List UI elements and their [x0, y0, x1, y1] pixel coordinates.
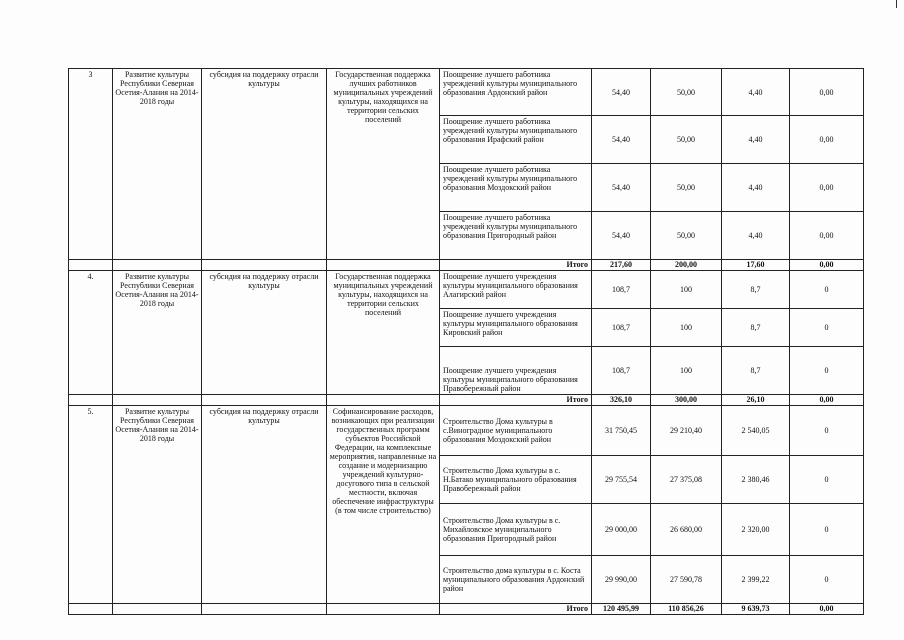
blank-cell — [327, 260, 440, 271]
table-row — [69, 271, 864, 309]
amount-total: 108,7 — [592, 309, 651, 347]
subsidy-type: субсидия на поддержку отрасли культуры — [202, 69, 327, 260]
budget-table — [68, 68, 864, 615]
amount-total: 54,40 — [592, 164, 651, 212]
amount-col3: 0,00 — [790, 164, 864, 212]
total-row — [69, 260, 864, 271]
blank-cell — [202, 604, 327, 615]
amount-col1: 29 210,40 — [651, 406, 722, 456]
total-label: Итого — [440, 260, 592, 271]
amount-col1: 100 — [651, 309, 722, 347]
amount-col1: 26 680,00 — [651, 504, 722, 556]
row-number: 3 — [69, 69, 113, 260]
amount-col2: 2 320,00 — [722, 504, 790, 556]
blank-cell — [69, 604, 113, 615]
amount-col3: 0 — [790, 504, 864, 556]
sum-col1: 300,00 — [651, 395, 722, 406]
total-row — [69, 395, 864, 406]
page-edge-mark — [896, 0, 897, 8]
measure-description: Строительство дома культуры в с. Коста муниципального образования Ардонский район — [440, 556, 592, 604]
measure-description: Строительство Дома культуры в с. Михайловское муниципального образования Пригородный район — [440, 504, 592, 556]
amount-col3: 0 — [790, 271, 864, 309]
amount-col3: 0,00 — [790, 116, 864, 164]
amount-col3: 0 — [790, 347, 864, 395]
amount-col2: 4,40 — [722, 212, 790, 260]
sum-col2: 9 639,73 — [722, 604, 790, 615]
amount-col3: 0,00 — [790, 69, 864, 116]
total-label: Итого — [440, 604, 592, 615]
sum-col1: 200,00 — [651, 260, 722, 271]
blank-cell — [202, 395, 327, 406]
amount-total: 31 750,45 — [592, 406, 651, 456]
row-number: 5. — [69, 406, 113, 604]
amount-col1: 50,00 — [651, 164, 722, 212]
blank-cell — [327, 395, 440, 406]
subsidy-type: субсидия на поддержку отрасли культуры — [202, 271, 327, 395]
amount-total: 54,40 — [592, 69, 651, 116]
amount-col3: 0 — [790, 556, 864, 604]
subsidy-purpose: Государственная поддержка муниципальных учреждений культуры, находящихся на территории сельских поселений — [327, 271, 440, 395]
amount-col2: 8,7 — [722, 309, 790, 347]
blank-cell — [202, 260, 327, 271]
measure-description: Строительство Дома культуры в с. Н.Батако муниципального образования Правобережный район — [440, 456, 592, 504]
sum-col3: 0,00 — [790, 604, 864, 615]
program-name: Развитие культуры Республики Северная Осетия-Алания на 2014-2018 годы — [113, 406, 202, 604]
program-name: Развитие культуры Республики Северная Осетия-Алания на 2014-2018 годы — [113, 69, 202, 260]
measure-description: Поощрение лучшего работника учреждений культуры муниципального образования Ирафский район — [440, 116, 592, 164]
amount-col1: 100 — [651, 271, 722, 309]
amount-col2: 2 399,22 — [722, 556, 790, 604]
amount-total: 108,7 — [592, 271, 651, 309]
amount-col2: 8,7 — [722, 347, 790, 395]
measure-description: Поощрение лучшего учреждения культуры муниципального образования Правобережный район — [440, 347, 592, 395]
blank-cell — [113, 395, 202, 406]
blank-cell — [113, 604, 202, 615]
measure-description: Поощрение лучшего работника учреждений культуры муниципального образования Пригородный район — [440, 212, 592, 260]
total-label: Итого — [440, 395, 592, 406]
table-row — [69, 69, 864, 116]
amount-col2: 4,40 — [722, 164, 790, 212]
amount-col2: 2 380,46 — [722, 456, 790, 504]
measure-description: Поощрение лучшего работника учреждений культуры муниципального образования Ардонский район — [440, 69, 592, 116]
amount-total: 108,7 — [592, 347, 651, 395]
subsidy-type: субсидия на поддержку отрасли культуры — [202, 406, 327, 604]
program-name: Развитие культуры Республики Северная Осетия-Алания на 2014-2018 годы — [113, 271, 202, 395]
blank-cell — [69, 395, 113, 406]
amount-col1: 27 375,08 — [651, 456, 722, 504]
row-number: 4. — [69, 271, 113, 395]
sum-col1: 110 856,26 — [651, 604, 722, 615]
subsidy-purpose: Софинансирование расходов, возникающих при реализации государственных программ субъектов Российской Федерации, на комплексные мероприятия, направленные на создание и модернизацию учреждений культурно-досугового типа в сельской местности, включая обеспечение инфраструктуры (в том числе строительство) — [327, 406, 440, 604]
table-row — [69, 406, 864, 456]
blank-cell — [327, 604, 440, 615]
amount-col2: 4,40 — [722, 69, 790, 116]
amount-col1: 50,00 — [651, 212, 722, 260]
sum-total: 120 495,99 — [592, 604, 651, 615]
amount-col2: 2 540,05 — [722, 406, 790, 456]
amount-total: 54,40 — [592, 212, 651, 260]
subsidy-purpose: Государственная поддержка лучших работников муниципальных учреждений культуры, находящихся на территории сельских поселений — [327, 69, 440, 260]
measure-description: Поощрение лучшего работника учреждений культуры муниципального образования Моздокский район — [440, 164, 592, 212]
measure-description: Поощрение лучшего учреждения культуры муниципального образования Кировский район — [440, 309, 592, 347]
sum-col3: 0,00 — [790, 395, 864, 406]
amount-total: 29 755,54 — [592, 456, 651, 504]
amount-col3: 0 — [790, 309, 864, 347]
amount-col1: 50,00 — [651, 69, 722, 116]
measure-description: Поощрение лучшего учреждения культуры муниципального образования Алагирский район — [440, 271, 592, 309]
amount-total: 29 990,00 — [592, 556, 651, 604]
blank-cell — [113, 260, 202, 271]
total-row — [69, 604, 864, 615]
amount-col1: 27 590,78 — [651, 556, 722, 604]
sum-total: 326,10 — [592, 395, 651, 406]
amount-col1: 50,00 — [651, 116, 722, 164]
amount-col3: 0 — [790, 406, 864, 456]
sum-total: 217,60 — [592, 260, 651, 271]
sum-col3: 0,00 — [790, 260, 864, 271]
blank-cell — [69, 260, 113, 271]
amount-col3: 0 — [790, 456, 864, 504]
amount-col1: 100 — [651, 347, 722, 395]
amount-col3: 0,00 — [790, 212, 864, 260]
sum-col2: 17,60 — [722, 260, 790, 271]
amount-total: 54,40 — [592, 116, 651, 164]
amount-total: 29 000,00 — [592, 504, 651, 556]
measure-description: Строительство Дома культуры в с.Виноградное муниципального образования Моздокский район — [440, 406, 592, 456]
sum-col2: 26,10 — [722, 395, 790, 406]
amount-col2: 4,40 — [722, 116, 790, 164]
amount-col2: 8,7 — [722, 271, 790, 309]
